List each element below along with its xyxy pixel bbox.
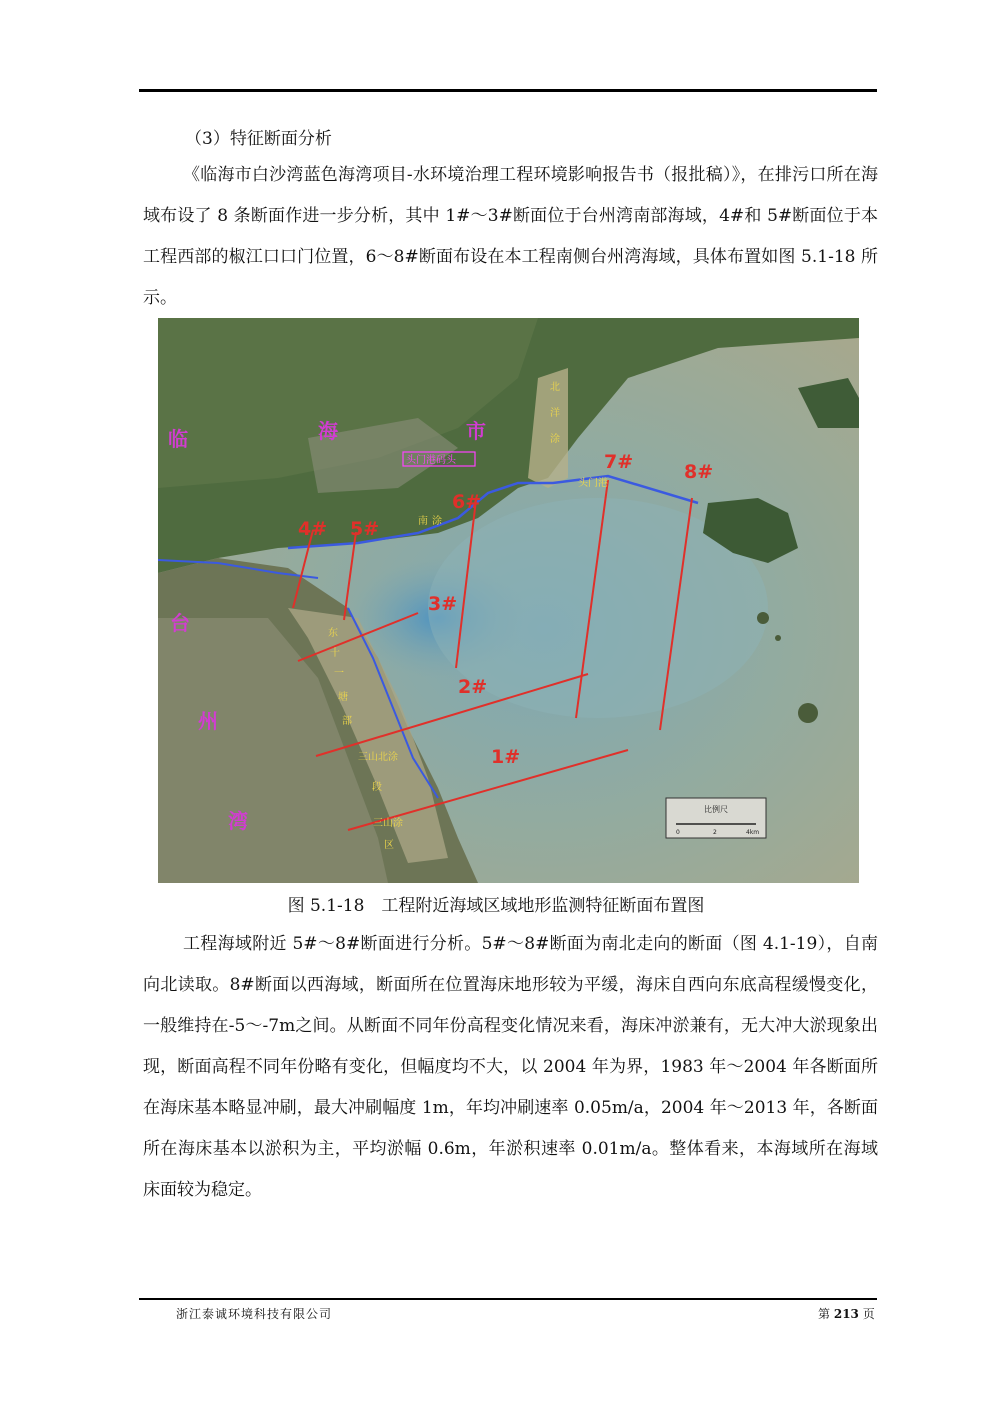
footer-rule xyxy=(139,1298,877,1300)
scale-bar xyxy=(666,798,766,838)
place-label: 头门港 xyxy=(578,478,608,489)
scale-tick: 4km xyxy=(746,829,760,836)
place-label: 十 xyxy=(330,648,340,659)
figure-map xyxy=(158,318,859,883)
section-label-6: 6# xyxy=(452,491,482,513)
region-label: 州 xyxy=(198,709,218,733)
scale-title: 比例尺 xyxy=(704,805,728,814)
page-number: 213 xyxy=(833,1307,859,1321)
section-label-4: 4# xyxy=(298,518,328,540)
region-label: 海 xyxy=(318,419,338,443)
place-label: 段 xyxy=(372,782,382,793)
figure-caption: 图 5.1-18 工程附近海域区域地形监测特征断面布置图 xyxy=(287,896,705,916)
place-label: 北 xyxy=(550,382,560,393)
header-rule xyxy=(139,89,877,92)
region-label: 市 xyxy=(466,419,486,443)
place-label: 区 xyxy=(384,840,394,851)
region-label: 台 xyxy=(170,611,190,635)
place-label: 涂 xyxy=(550,434,560,445)
section-label-2: 2# xyxy=(458,676,488,698)
place-label: 部 xyxy=(342,716,352,727)
scale-tick: 0 xyxy=(676,829,680,836)
paragraph-analysis: 工程海域附近 5#～8#断面进行分析。5#～8#断面为南北走向的断面（图 4.1-19），自南向北读取。8#断面以西海域，断面所在位置海床地形较为平缓，海床自西向东底高程缓慢变化，一般维持在-5～-7m之间。从断面不同年份高程变化情况来看，海床冲淤兼有，无大冲大淤现象出现，断面高程不同年份略有变化，但幅度均不大，以 2004 年为界，1983 年～2004 年各断面所在海床基本略显冲刷，最大冲刷幅度 1m，年均冲刷速率 0.05m/a，2004 年～2013 年，各断面所在海床基本以淤积为主，平均淤幅 0.6m，年淤积速率 0.01m/a。整体看来，本海域所在海域床面较为稳定。 xyxy=(143,934,878,1200)
page-suffix: 页 xyxy=(862,1307,875,1321)
section-label-1: 1# xyxy=(491,746,521,768)
place-label: 南 xyxy=(418,516,428,527)
section-heading: （3）特征断面分析 xyxy=(185,129,332,149)
place-label: 一 xyxy=(334,668,344,679)
scale-tick: 2 xyxy=(713,829,717,836)
box-label: 头门港码头 xyxy=(406,455,456,466)
place-label: 塘 xyxy=(338,692,348,703)
place-label: 三山北涂 xyxy=(358,752,398,763)
place-label: 三山涂 xyxy=(373,818,403,829)
section-label-8: 8# xyxy=(684,461,714,483)
footer-company: 浙江泰诚环境科技有限公司 xyxy=(176,1307,333,1321)
footer-page xyxy=(818,1305,875,1322)
place-label: 东 xyxy=(328,628,338,639)
paragraph-intro: 《临海市白沙湾蓝色海湾项目-水环境治理工程环境影响报告书（报批稿）》，在排污口所在海域布设了 8 条断面作进一步分析，其中 1#～3#断面位于台州湾南部海域，4#和 5#断面位于本工程西部的椒江口口门位置，6～8#断面布设在本工程南侧台州湾海域，具体布置如图 5.1-18 所示。 xyxy=(143,165,878,308)
place-label: 洋 xyxy=(550,408,560,419)
section-label-3: 3# xyxy=(428,593,458,615)
section-label-5: 5# xyxy=(350,518,380,540)
place-label: 涂 xyxy=(432,516,442,527)
region-label: 湾 xyxy=(228,809,248,833)
region-label: 临 xyxy=(168,427,188,451)
page-prefix: 第 xyxy=(818,1307,831,1321)
section-label-7: 7# xyxy=(604,451,634,473)
